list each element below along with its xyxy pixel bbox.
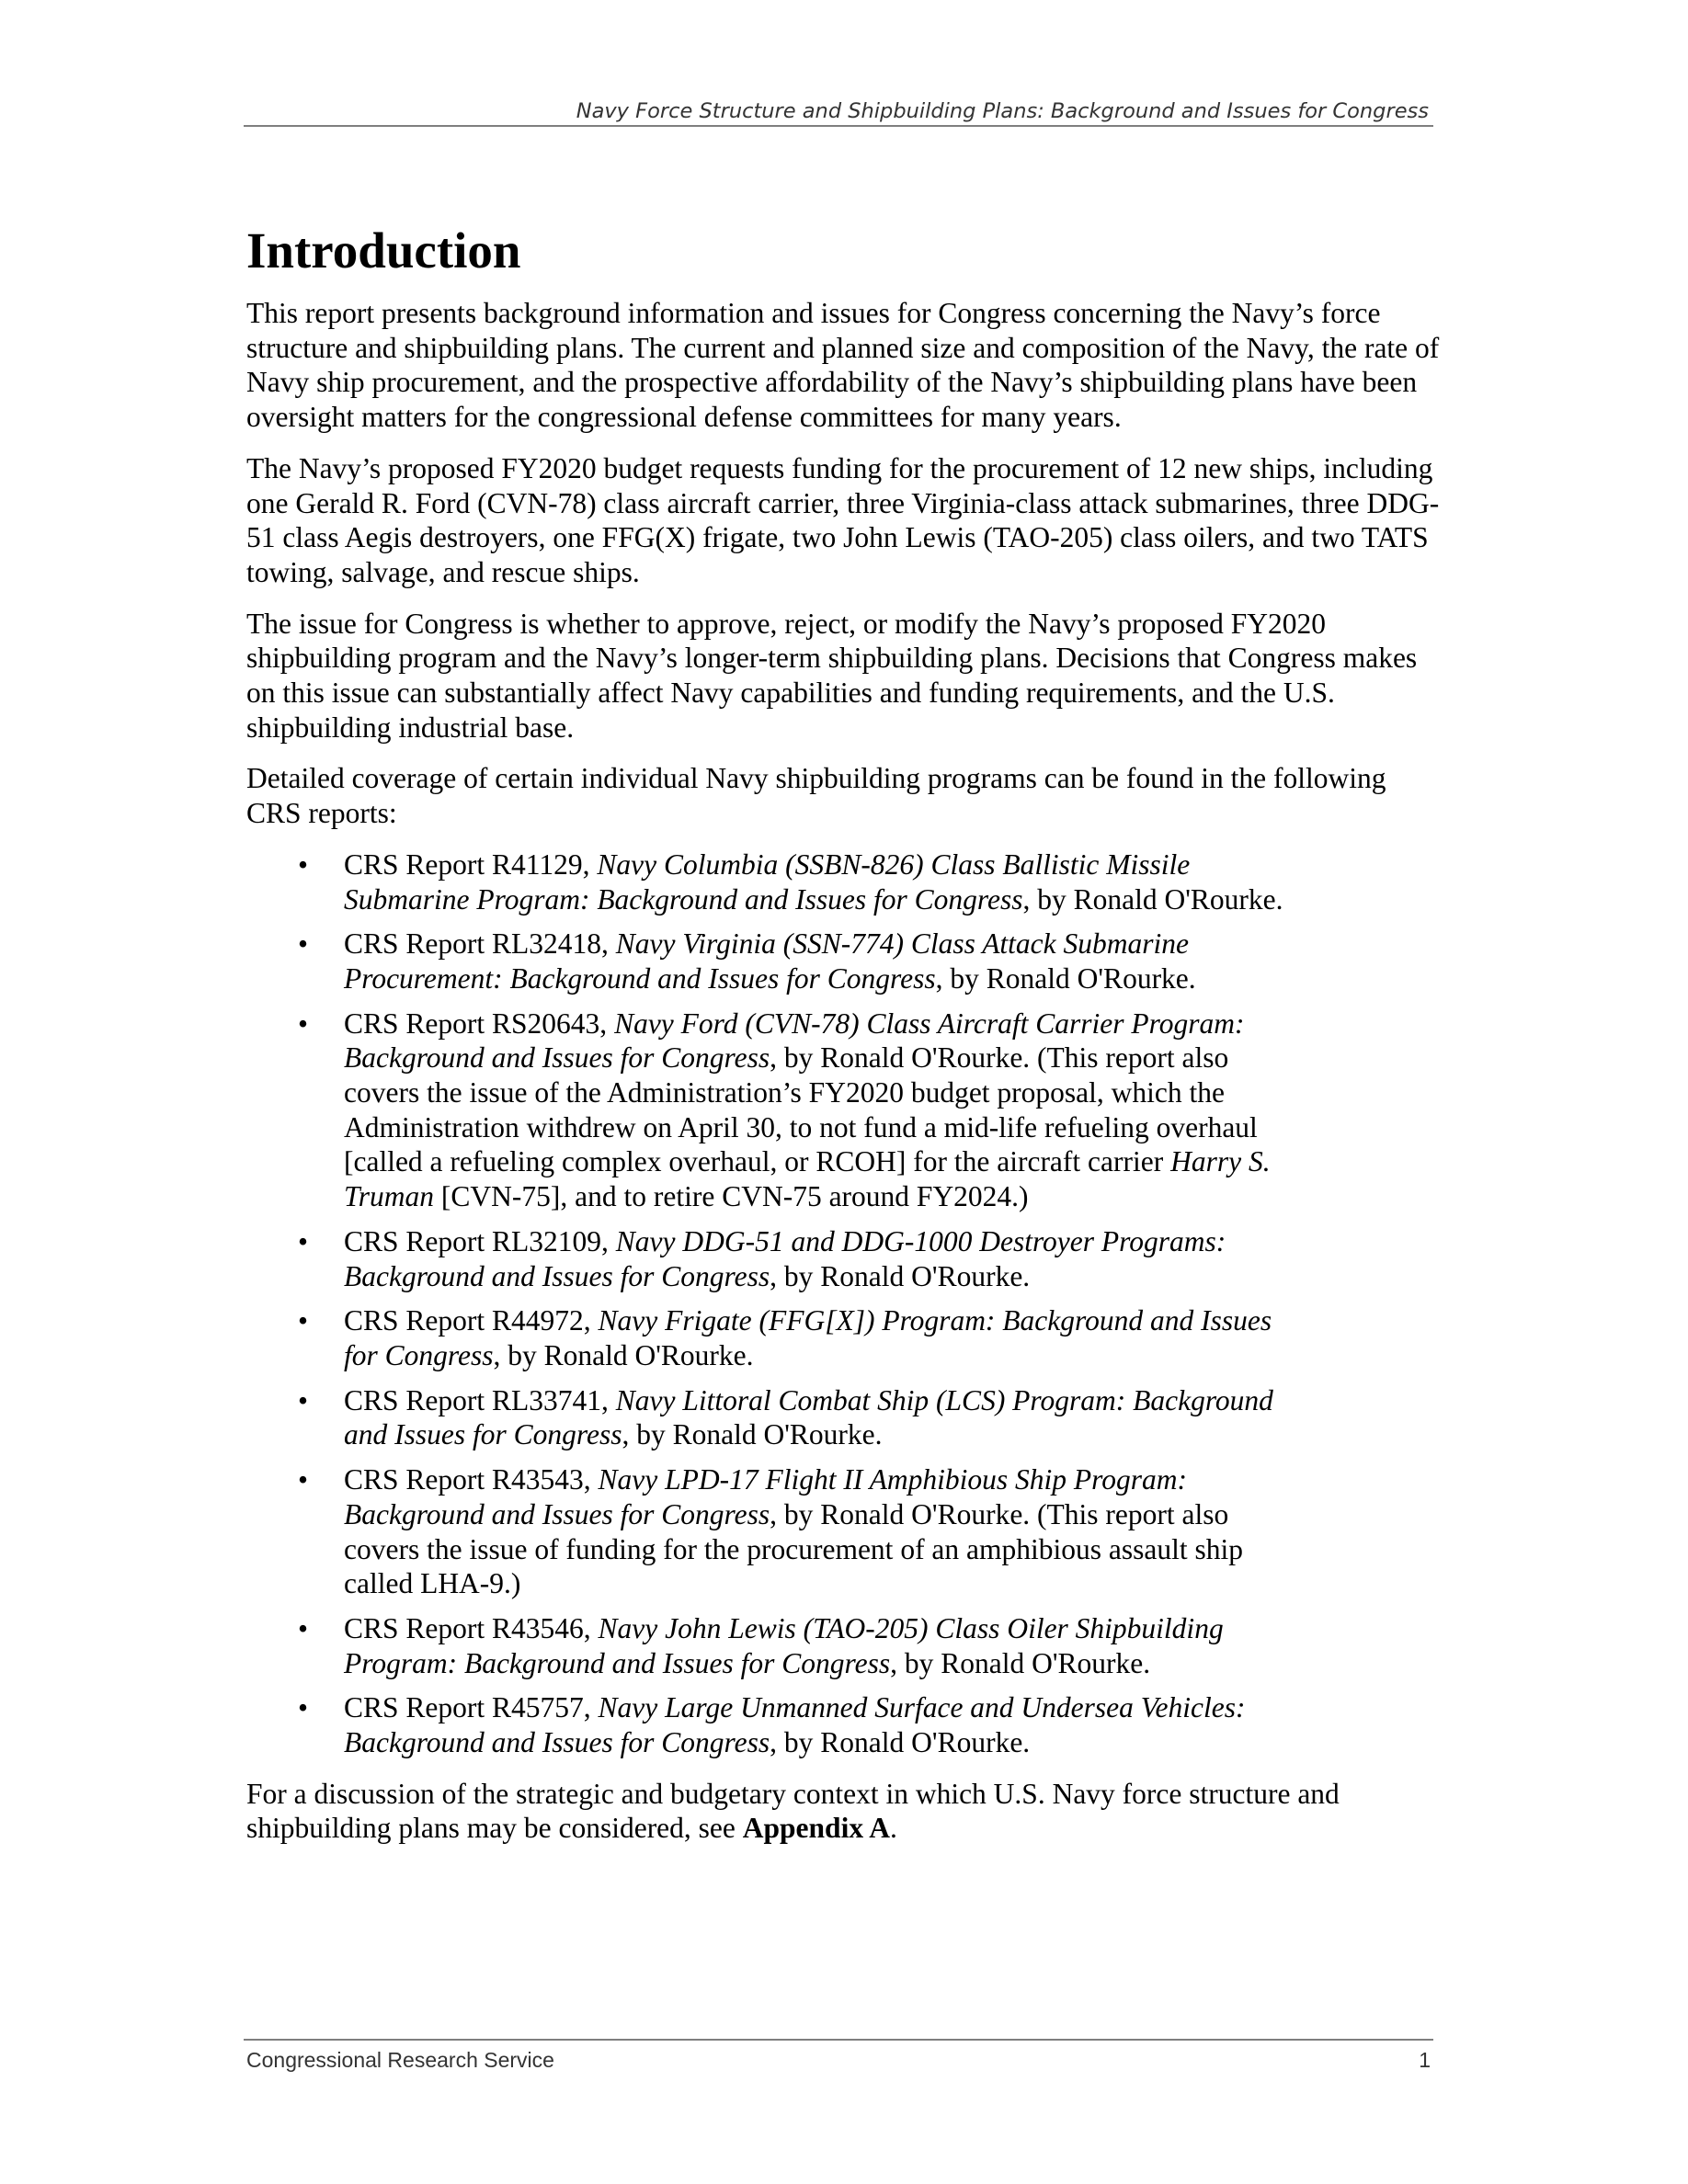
paragraph-budget-request: The Navy’s proposed FY2020 budget requests funding for the procurement of 12 new ships, including one Gerald R. Ford (CVN-78) class aircraft carrier, three Virginia-class attack submarines, three DDG-51 class Aegis destroyers, one FFG(X) frigate, two John Lewis (TAO-205) class oilers, and two TATS towing, salvage, and rescue ships. bbox=[246, 451, 1440, 588]
bullet-icon: • bbox=[298, 927, 309, 961]
report-title: Navy Littoral Combat Ship (LCS) Program: Background and Issues for Congress bbox=[344, 1383, 1273, 1451]
bullet-icon: • bbox=[298, 1007, 309, 1040]
report-number: CRS Report R41129, bbox=[344, 847, 598, 881]
report-title: Navy John Lewis (TAO-205) Class Oiler Shipbuilding Program: Background and Issues for Congress bbox=[344, 1611, 1224, 1679]
report-title: Navy LPD-17 Flight II Amphibious Ship Program: Background and Issues for Congress bbox=[344, 1463, 1188, 1530]
bullet-icon: • bbox=[298, 1611, 309, 1644]
report-number: CRS Report RL32418, bbox=[344, 927, 616, 961]
paragraph-related-reports-intro: Detailed coverage of certain individual Navy shipbuilding programs can be found in the following CRS reports: bbox=[246, 762, 1386, 830]
report-author: , by Ronald O'Rourke. bbox=[770, 1726, 1031, 1759]
report-author: , by Ronald O'Rourke. bbox=[1022, 882, 1283, 916]
list-item-report-r41129 bbox=[246, 847, 1300, 916]
page-content bbox=[246, 222, 1442, 1862]
report-title: Navy Ford (CVN-78) Class Aircraft Carrier Program: Background and Issues for Congress bbox=[344, 1007, 1245, 1075]
report-author-note: , by Ronald O'Rourke. (This report also covers the issue of funding for the procurement of an amphibious assault ship called LHA-9.) bbox=[344, 1497, 1244, 1600]
appendix-a-reference: Appendix A bbox=[742, 1812, 890, 1845]
paragraph-issue-for-congress: The issue for Congress is whether to approve, reject, or modify the Navy’s proposed FY2020 shipbuilding program and the Navy’s longer-term shipbuilding plans. Decisions that Congress makes on this issue can substantially affect Navy capabilities and funding requirements, and the U.S. shipbuilding industrial base. bbox=[246, 607, 1418, 744]
closing-period: . bbox=[889, 1812, 897, 1845]
report-number: CRS Report R44972, bbox=[344, 1304, 599, 1337]
report-number: CRS Report RL33741, bbox=[344, 1383, 616, 1416]
report-author: , by Ronald O'Rourke. bbox=[493, 1338, 754, 1371]
report-author: , by Ronald O'Rourke. bbox=[622, 1418, 883, 1451]
report-author: , by Ronald O'Rourke. bbox=[935, 961, 1196, 995]
running-header-title: Navy Force Structure and Shipbuilding Plans: Background and Issues for Congress bbox=[576, 99, 1429, 123]
report-title: Navy Frigate (FFG[X]) Program: Background and Issues for Congress bbox=[344, 1304, 1272, 1371]
paragraph-closing bbox=[246, 1777, 1442, 1846]
list-item-report-r43543 bbox=[246, 1462, 1300, 1601]
footer-page-number: 1 bbox=[1419, 2048, 1431, 2072]
related-reports-list bbox=[246, 847, 1442, 1760]
report-title: Navy Columbia (SSBN-826) Class Ballistic Missile Submarine Program: Background and Issues for Congress bbox=[344, 847, 1191, 916]
bullet-icon: • bbox=[298, 1383, 309, 1416]
report-number: CRS Report RL32109, bbox=[344, 1224, 616, 1257]
running-header bbox=[244, 96, 1433, 127]
list-item-report-rl32418 bbox=[246, 927, 1300, 995]
bullet-icon: • bbox=[298, 1691, 309, 1724]
list-item-report-rl33741 bbox=[246, 1383, 1300, 1452]
section-title: Introduction bbox=[246, 222, 521, 279]
page-footer bbox=[244, 2039, 1433, 2077]
report-note-tail: [CVN-75], and to retire CVN-75 around FY2024.) bbox=[434, 1180, 1029, 1213]
report-title: Navy Virginia (SSN-774) Class Attack Submarine Procurement: Background and Issues for Congress bbox=[344, 927, 1190, 995]
list-item-report-r44972 bbox=[246, 1303, 1300, 1372]
list-item-report-rs20643 bbox=[246, 1007, 1300, 1214]
list-item-report-r43546 bbox=[246, 1611, 1300, 1680]
report-title: Navy DDG-51 and DDG-1000 Destroyer Programs: Background and Issues for Congress bbox=[344, 1224, 1226, 1292]
bullet-icon: • bbox=[298, 1304, 309, 1337]
report-number: CRS Report R43546, bbox=[344, 1611, 599, 1644]
bullet-icon: • bbox=[298, 1224, 309, 1257]
list-item-report-rl32109 bbox=[246, 1224, 1300, 1293]
report-number: CRS Report R45757, bbox=[344, 1691, 599, 1724]
report-author: , by Ronald O'Rourke. bbox=[770, 1259, 1031, 1292]
report-number: CRS Report RS20643, bbox=[344, 1007, 615, 1040]
report-author: , by Ronald O'Rourke. bbox=[890, 1646, 1151, 1679]
footer-organization: Congressional Research Service bbox=[246, 2048, 554, 2072]
report-number: CRS Report R43543, bbox=[344, 1463, 599, 1496]
list-item-report-r45757 bbox=[246, 1690, 1300, 1759]
closing-text: For a discussion of the strategic and budgetary context in which U.S. Navy force structure and shipbuilding plans may be considered, see bbox=[246, 1777, 1340, 1845]
report-title: Navy Large Unmanned Surface and Undersea Vehicles: Background and Issues for Congress bbox=[344, 1691, 1246, 1759]
bullet-icon: • bbox=[298, 1463, 309, 1496]
ship-name: Harry S. Truman bbox=[344, 1145, 1271, 1213]
bullet-icon: • bbox=[298, 847, 309, 881]
report-author-note: , by Ronald O'Rourke. (This report also covers the issue of the Administration’s FY2020 budget proposal, which the Administration withdrew on April 30, to not fund a mid-life refueling overhaul [called a refueling complex overhaul, or RCOH] for the aircraft carrier bbox=[344, 1041, 1258, 1178]
paragraph-intro: This report presents background information and issues for Congress concerning the Navy’s force structure and shipbuilding plans. The current and planned size and composition of the Navy, the rate of Navy ship procurement, and the prospective affordability of the Navy’s shipbuilding plans have been oversight matters for the congressional defense committees for many years. bbox=[246, 297, 1440, 434]
